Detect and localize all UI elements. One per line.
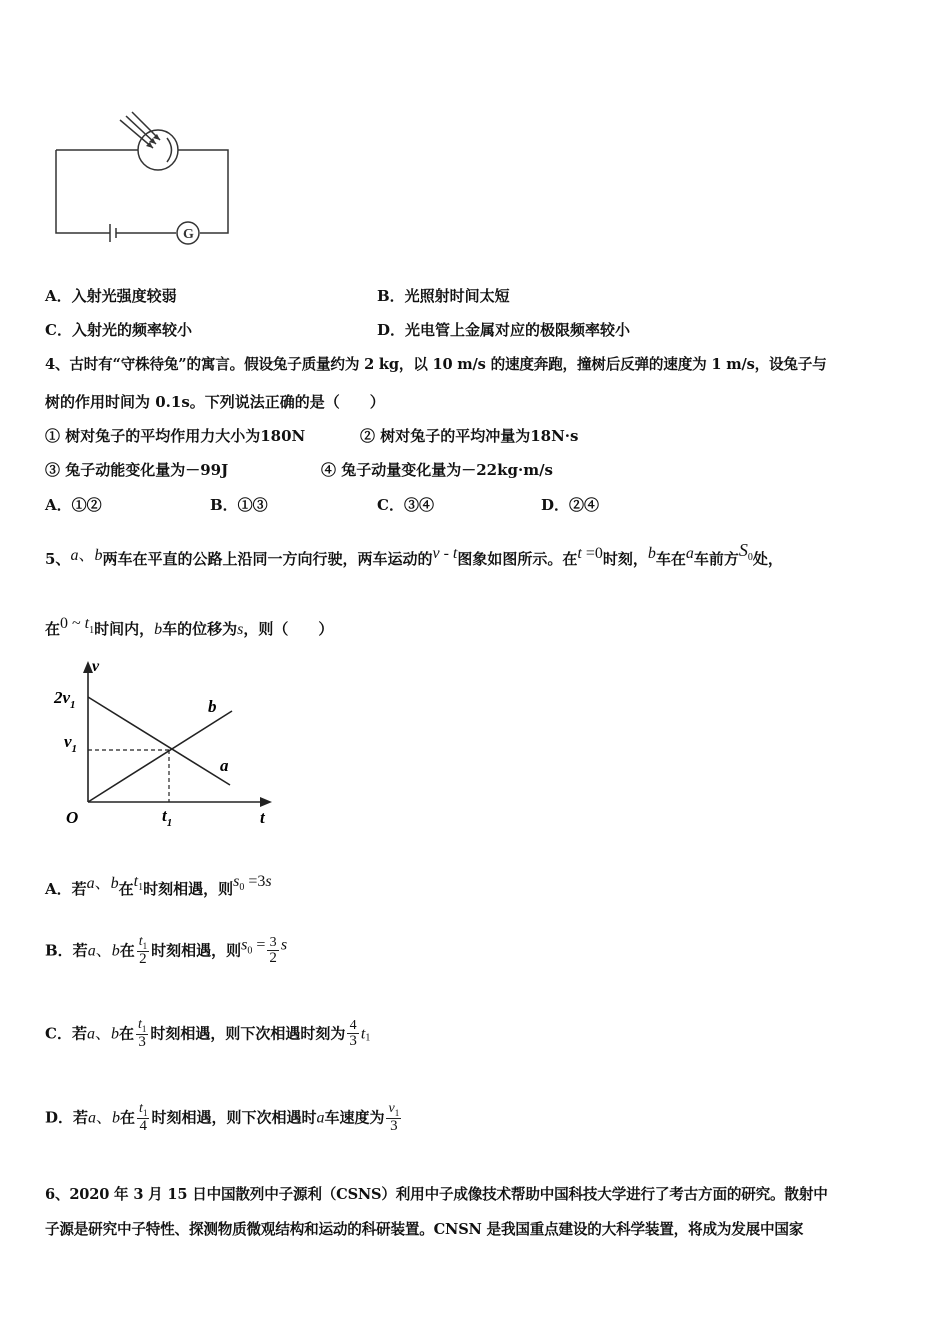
line-a-label: a bbox=[220, 756, 229, 775]
q5-text-6: 处， bbox=[752, 550, 783, 568]
q5-text-1: 两车在平直的公路上沿同一方向行驶，两车运动的 bbox=[102, 550, 433, 568]
x-tick-t1: $t_1$ bbox=[162, 806, 173, 829]
y-tick-2v1: $2v_1$ bbox=[54, 688, 76, 711]
q4-statement-3: ③ 兔子动能变化量为－99J bbox=[45, 461, 229, 479]
q5-option-c[interactable]: C．若a、b在 $\frac{t_1}{3}$ 时刻相遇，则下次相遇时刻为 $\frac{4}{3}$ $t_1$ bbox=[45, 1017, 371, 1051]
q5-text-3: 时刻， bbox=[602, 550, 648, 568]
q5-option-a[interactable]: A．若a、b在$t^1$时刻相遇，则$s^0 =3s$ bbox=[45, 873, 272, 898]
q4-statement-4: ④ 兔子动量变化量为－22kg·m/s bbox=[321, 461, 553, 479]
line-b-label: b bbox=[208, 697, 217, 716]
q4-option-a[interactable]: A．①② bbox=[45, 496, 102, 514]
q5-option-d[interactable]: D．若a、b在 $\frac{t_1}{4}$ 时刻相遇，则下次相遇时a车速度为 $\frac{v_1}{3}$ bbox=[45, 1101, 400, 1135]
q5-stem-line2: 在0 ~ t1时间内，b车的位移为s，则（ ） bbox=[45, 615, 334, 638]
q3-option-d[interactable]: D．光电管上金属对应的极限频率较小 bbox=[377, 321, 631, 339]
q4-statement-2: ② 树对兔子的平均冲量为18N·s bbox=[360, 427, 579, 445]
q3-option-b[interactable]: B．光照射时间太短 bbox=[377, 287, 510, 305]
q5-text-2: 图象如图所示。在 bbox=[457, 550, 578, 568]
x-axis-label: t bbox=[260, 808, 265, 827]
q5-text-5: 车前方 bbox=[693, 550, 739, 568]
vt-graph bbox=[50, 655, 290, 835]
q4-option-b[interactable]: B．①③ bbox=[210, 496, 268, 514]
q5-text-4: 车在 bbox=[655, 550, 686, 568]
q4-stem-line2: 树的作用时间为 0.1s。下列说法正确的是（ ） bbox=[45, 393, 385, 411]
y-tick-v1: $v_1$ bbox=[64, 732, 78, 755]
line-b bbox=[88, 711, 232, 802]
q3-option-c[interactable]: C．入射光的频率较小 bbox=[45, 321, 192, 339]
origin-label: O bbox=[66, 808, 79, 827]
q6-stem-line2: 子源是研究中子特性、探测物质微观结构和运动的科研装置。CNSN 是我国重点建设的大科学装置，将成为发展中国家 bbox=[45, 1221, 804, 1238]
q6-stem-line1: 6、2020 年 3 月 15 日中国散列中子源利（CSNS）利用中子成像技术帮助中国科技大学进行了考古方面的研究。散射中 bbox=[45, 1186, 828, 1203]
y-axis-label: v bbox=[92, 658, 100, 675]
q5-option-b[interactable]: B．若a、b在 $\frac{t_1}{2}$ 时刻相遇，则$s^0$ = $\frac{3}{2}$ s bbox=[45, 934, 288, 968]
q3-option-a[interactable]: A．入射光强度较弱 bbox=[45, 287, 177, 305]
phototube-circuit-figure bbox=[50, 108, 240, 248]
x-axis-arrow bbox=[260, 797, 272, 807]
q5-number: 5、 bbox=[45, 550, 71, 568]
q4-option-d[interactable]: D．②④ bbox=[541, 496, 600, 514]
galvanometer-label: G bbox=[183, 227, 194, 242]
q5-stem-line1: 5、a、b两车在平直的公路上沿同一方向行驶，两车运动的v - t图象如图所示。在t =0时刻，b车在a车前方$S^0$处， bbox=[45, 540, 783, 568]
q4-stem-line1: 4、古时有“守株待兔”的寓言。假设兔子质量约为 2 kg，以 10 m/s 的速度奔跑，撞树后反弹的速度为 1 m/s，设兔子与 bbox=[45, 356, 827, 373]
q4-option-c[interactable]: C．③④ bbox=[377, 496, 434, 514]
q4-statement-1: ① 树对兔子的平均作用力大小为180N bbox=[45, 427, 306, 445]
